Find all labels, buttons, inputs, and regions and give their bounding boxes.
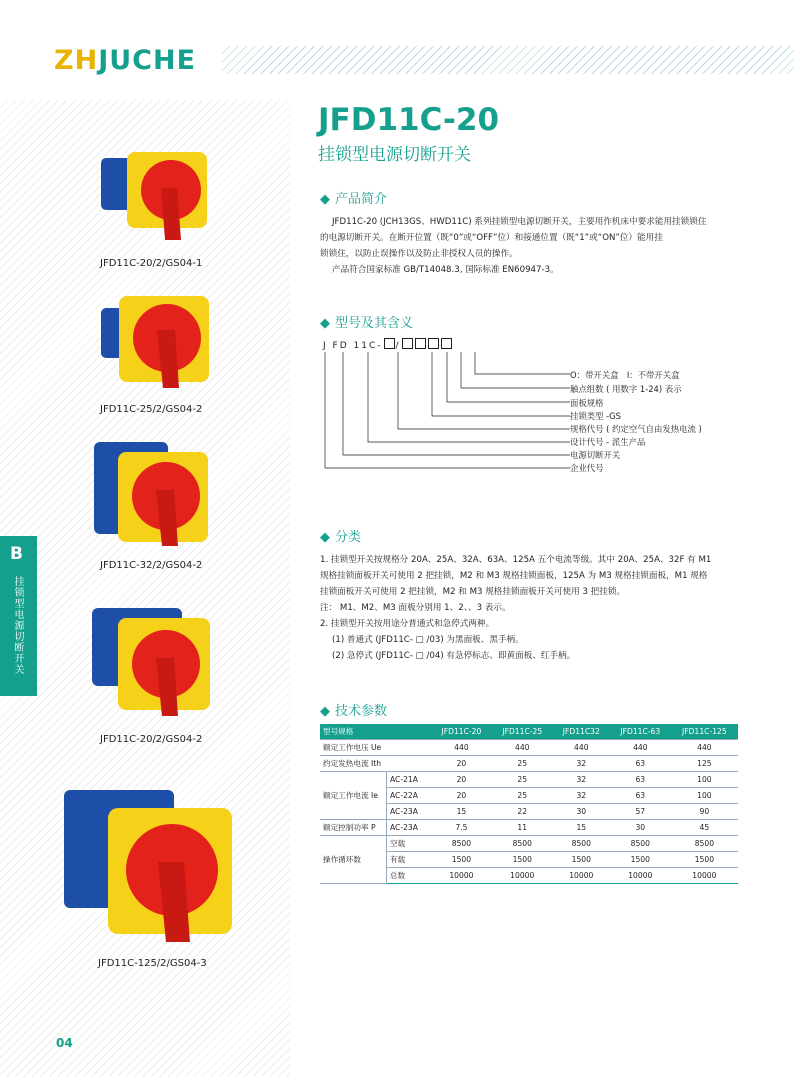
side-tab-letter: B [10,544,23,564]
section-side-tab [0,536,37,696]
table-header-cell: JFD11C-25 [492,724,553,740]
table-row: 额定工作电流 Ie AC-21A 20 25 32 63 100 [320,772,738,788]
table-header-cell: JFD11C-63 [610,724,671,740]
code-box [428,338,439,349]
intro-line: 产品符合国家标准 GB/T14048.3, 国际标准 EN60947-3。 [332,265,559,275]
diamond-icon: ◆ [320,316,330,331]
header-stripes [222,46,794,74]
classification-line: 规格挂锁面板开关可使用 2 把挂锁，M2 和 M3 规格挂锁面板，125A 为 M3 规格挂锁面板，M1 规格 [320,571,708,581]
model-legend-item: 企业代号 [570,463,604,473]
model-legend-item: 面板规格 [570,398,604,408]
classification-line: 1. 挂锁型开关按规格分 20A、25A、32A、63A、125A 五个电流等级。其中 20A、25A、32F 有 M1 [320,555,712,565]
table-row: 约定发热电流 Ith 20 25 32 63 125 [320,756,738,772]
code-part: / [395,341,401,351]
spec-table [320,724,738,884]
intro-line: 的电源切断开关。在断开位置（既“0”或“OFF”位）和接通位置（既“1”或“ON”位）能用挂 [320,233,663,243]
product-image-4 [90,600,215,720]
intro-line: 锁锁住，以防止误操作以及防止非授权人员的操作。 [320,249,518,259]
intro-paragraph [320,214,740,278]
model-legend-item: 规格代号 ( 约定空气自由发热电流 ) [570,424,702,434]
product-caption: JFD11C-25/2/GS04-2 [100,404,203,415]
table-header-cell: 型号规格 [320,724,431,740]
model-leader-lines [320,350,580,480]
code-part: FD [332,341,349,351]
classification-line: 2. 挂锁型开关按用途分普通式和急停式两种。 [320,619,495,629]
product-caption: JFD11C-20/2/GS04-2 [100,734,203,745]
table-row: 操作循环数 空载 8500 8500 8500 8500 8500 [320,836,738,852]
logo-juche: JUCHE [98,45,197,76]
table-row: AC-22A 20 25 32 63 100 [320,788,738,804]
model-legend-item: 设计代号 - 派生产品 [570,437,646,447]
product-caption: JFD11C-20/2/GS04-1 [100,258,203,269]
classification-paragraph [320,552,740,664]
product-caption: JFD11C-125/2/GS04-3 [98,958,207,969]
product-image-2 [95,292,215,392]
code-box [402,338,413,349]
diamond-icon: ◆ [320,704,330,719]
model-legend-item: 触点组数 ( 用数字 1-24) 表示 [570,384,682,394]
classification-line: (2) 急停式 (JFD11C- □ /04) 有急停标志、即黄面板、红手柄。 [332,651,576,661]
diamond-icon: ◆ [320,530,330,545]
model-legend-item: 电源切断开关 [570,450,621,460]
page-title: JFD11C-20 [318,102,500,138]
table-row: 有载 1500 1500 1500 1500 1500 [320,852,738,868]
page-number: 04 [56,1036,73,1050]
page-subtitle: 挂锁型电源切断开关 [318,145,471,165]
section-heading-classification: ◆ 分类 [320,530,362,545]
classification-line: (1) 普通式 (JFD11C- □ /03) 为黑面板、黑手柄。 [332,635,524,645]
model-legend-item: 挂锁类型 -GS [570,411,621,421]
intro-line: JFD11C-20 (JCH13GS、HWD11C) 系列挂锁型电源切断开关，主要用作机床中要求能用挂锁锁住 [332,217,707,227]
code-box [441,338,452,349]
table-header-cell: JFD11C-20 [431,724,492,740]
code-part: - [377,341,383,351]
code-box [415,338,426,349]
code-part: 11C [353,341,378,351]
table-row: 总数 10000 10000 10000 10000 10000 [320,868,738,884]
diamond-icon: ◆ [320,192,330,207]
product-image-1 [95,148,215,248]
product-image-5 [62,786,237,946]
model-legend-item: O：带开关盒 I：不带开关盒 [570,370,680,380]
code-box [384,338,395,349]
table-row: 额定控制功率 P AC-23A 7.5 11 15 30 45 [320,820,738,836]
code-part: J [323,341,328,351]
section-heading-specs: ◆ 技术参数 [320,704,388,719]
logo-zh: ZH [54,45,99,76]
product-image-3 [92,438,212,548]
side-tab-text: 挂锁型电源切断开关 [12,576,23,675]
table-row: AC-23A 15 22 30 57 90 [320,804,738,820]
classification-line: 挂锁面板开关可使用 2 把挂锁，M2 和 M3 规格挂锁面板开关可使用 3 把挂锁。 [320,587,626,597]
section-heading-model: ◆ 型号及其含义 [320,316,414,331]
product-caption: JFD11C-32/2/GS04-2 [100,560,203,571]
table-header-cell: JFD11C-125 [671,724,738,740]
table-header-row [320,724,738,740]
table-row: 额定工作电压 Ue 440 440 440 440 440 [320,740,738,756]
table-header-cell: JFD11C32 [553,724,610,740]
section-heading-intro: ◆ 产品简介 [320,192,388,207]
brand-logo [54,45,196,76]
classification-line: 注： M1、M2、M3 面板分别用 1、2、、3 表示。 [320,603,511,613]
